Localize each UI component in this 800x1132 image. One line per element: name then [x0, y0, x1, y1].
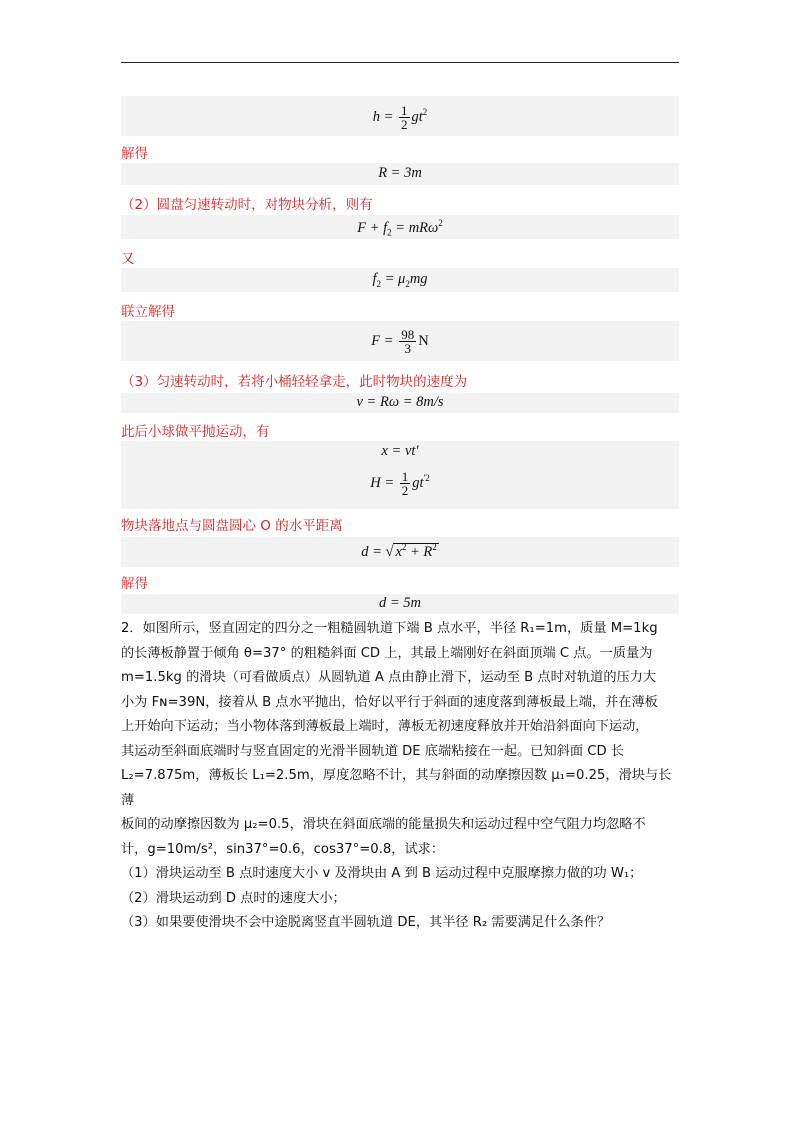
formula-rhs: gt [411, 108, 423, 125]
formula-f2 [121, 271, 679, 289]
formula-v [121, 394, 679, 411]
formula-exponent: 2 [422, 107, 428, 117]
formula-part: + R [406, 543, 433, 560]
fraction-denominator: 3 [404, 341, 411, 356]
formula-F [121, 218, 679, 238]
problem-line: 板间的动摩擦因数为 μ₂=0.5，滑块在斜面底端的能量损失和运动过程中空气阻力均忽略不 [121, 817, 646, 832]
problem-line: 计，g=10m/s²，sin37°=0.6，cos37°=0.8，试求： [121, 841, 445, 857]
formula-subscript: 2 [376, 278, 381, 289]
formula-exponent: 2 [401, 542, 407, 552]
formula-lhs: F = [371, 332, 394, 349]
formula-subscript: 2 [387, 227, 392, 238]
formula-H [121, 470, 679, 497]
label-solve: 解得 [121, 146, 148, 162]
header-rule [121, 62, 679, 63]
question-1: （1）滑块运动至 B 点时速度大小 v 及滑块由 A 到 B 运动过程中克服摩擦力做的功 W₁； [121, 866, 643, 881]
formula-exponent: '2 [423, 473, 430, 483]
formula-part: f [372, 271, 377, 287]
formula-unit: N [418, 332, 429, 349]
question-3: （3）如果要使滑块不会中途脱离竖直半圆轨道 DE，其半径 R₂ 需要满足什么条件？ [121, 915, 611, 930]
fraction [400, 470, 411, 497]
label-solve: 解得 [121, 576, 148, 592]
problem-2 [121, 617, 681, 936]
problem-line: 小为 Fɴ=39N，接着从 B 点水平抛出，恰好以平行于斜面的速度落到薄板最上端，并在薄板 [121, 694, 658, 710]
fraction [399, 328, 416, 355]
formula-x [121, 443, 679, 460]
step-3-heading: （3）匀速转动时，若将小桶轻轻拿走，此时物块的速度为 [121, 374, 468, 390]
label-combine: 联立解得 [121, 304, 175, 320]
formula-lhs: H = [370, 474, 395, 491]
formula-h [121, 104, 679, 131]
formula-part: mg [409, 271, 428, 287]
formula-lhs: d = [361, 543, 382, 560]
problem-line: 上开始向下运动；当小物体落到薄板最上端时，薄板无初速度释放并开始沿斜面向下运动， [121, 719, 649, 734]
formula-lhs: h = [372, 108, 394, 125]
formula-R [121, 165, 679, 182]
fraction [399, 104, 410, 131]
fraction-denominator: 2 [401, 117, 408, 132]
fraction-numerator: 98 [401, 327, 415, 342]
formula-d [121, 542, 679, 561]
formula-text: d = 5m [378, 595, 421, 611]
formula-part: = μ [380, 271, 406, 287]
step-2-heading: （2）圆盘匀速转动时，对物块分析，则有 [121, 197, 373, 213]
formula-F-value [121, 328, 679, 355]
formula-part: = mRω [391, 219, 439, 236]
problem-line: 2．如图所示，竖直固定的四分之一粗糙圆轨道下端 B 点水平，半径 R₁=1m，质量 M=1kg [121, 621, 658, 636]
formula-subscript: 2 [405, 278, 410, 289]
formula-exponent: 2 [438, 218, 443, 228]
fraction-denominator: 2 [401, 483, 409, 498]
problem-line: m=1.5kg 的滑块（可看做质点）从圆轨道 A 点由静止滑下，运动至 B 点时对轨道的压力大 [121, 670, 657, 685]
fraction-numerator: 1 [401, 103, 408, 118]
problem-line: L₂=7.875m，薄板长 L₁=2.5m，厚度忽略不计，其与斜面的动摩擦因数 μ₁=0.25，滑块与长薄 [121, 768, 672, 808]
question-2: （2）滑块运动到 D 点时的速度大小； [121, 890, 346, 906]
formula-text: R = 3m [378, 165, 422, 181]
sqrt-sign: √ [385, 543, 394, 560]
formula-rhs: gt [412, 474, 424, 491]
radicand [393, 543, 438, 560]
label-you: 又 [121, 251, 135, 267]
problem-line: 其运动至斜面底端时与竖直固定的光滑半圆轨道 DE 底端粘接在一起。已知斜面 CD 长 [121, 743, 624, 759]
distance-heading: 物块落地点与圆盘圆心 O 的水平距离 [121, 518, 343, 534]
formula-exponent: 2 [432, 542, 437, 552]
formula-text: x = vt' [381, 443, 419, 459]
fraction-numerator: 1 [401, 469, 409, 484]
formula-part: x [395, 543, 402, 560]
projectile-heading: 此后小球做平抛运动，有 [121, 424, 270, 440]
formula-part: F + f [357, 219, 388, 236]
formula-text: v = Rω = 8m/s [356, 394, 444, 410]
formula-d-value [121, 595, 679, 612]
problem-line: 的长薄板静置于倾角 θ=37° 的粗糙斜面 CD 上，其最上端刚好在斜面顶端 C 点。一质量为 [121, 645, 653, 661]
